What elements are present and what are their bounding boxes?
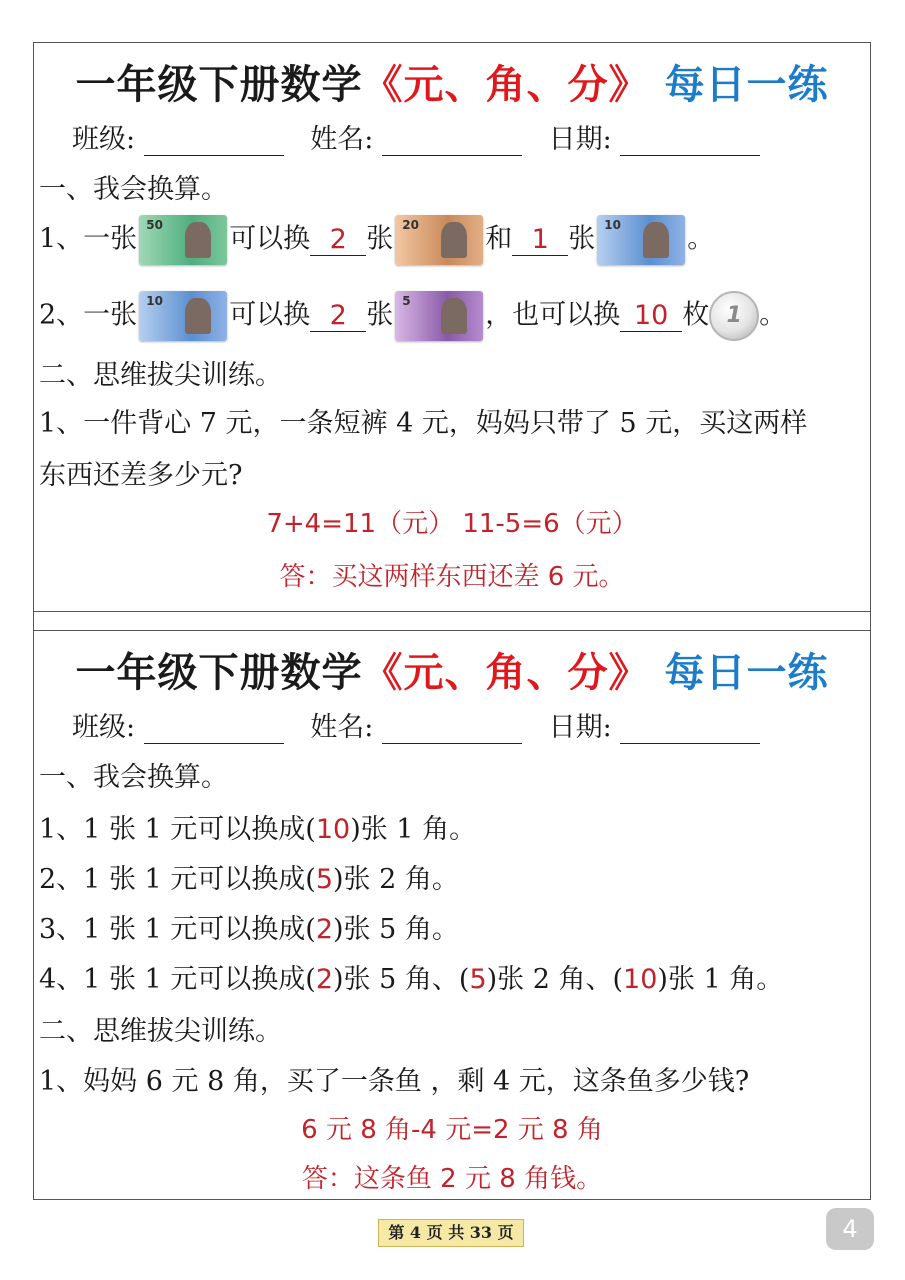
- solution-equation: 7+4=11（元） 11-5=6（元）: [266, 509, 638, 539]
- question-text: 2、1 张 1 元可以换成(: [39, 864, 316, 895]
- answer-value[interactable]: 2: [315, 964, 334, 995]
- question-text: )张 2 角。: [333, 864, 459, 895]
- question-text: 。: [759, 299, 787, 331]
- conversion-question-1: [39, 807, 476, 846]
- question-text: )张 1 角。: [657, 964, 784, 995]
- class-field[interactable]: [144, 717, 284, 744]
- word-problem-line: 1、一件背心 7 元，一条短裤 4 元，妈妈只带了 5 元，买这两样: [39, 408, 808, 439]
- question-text: 2、一张: [39, 299, 138, 331]
- date-field[interactable]: [620, 129, 760, 156]
- banknote-value: 10: [146, 294, 163, 308]
- title-main: 一年级下册数学: [75, 650, 363, 696]
- question-text: 。: [687, 223, 715, 255]
- answer-blank[interactable]: 2: [310, 224, 366, 256]
- answer-blank[interactable]: 1: [512, 224, 568, 256]
- exchange-question-2: [39, 291, 786, 341]
- word-problem-line: 1、妈妈 6 元 8 角，买了一条鱼 ，剩 4 元，这条鱼多少钱?: [39, 1066, 750, 1097]
- section-heading: 一、我会换算。: [39, 762, 228, 793]
- title-main: 一年级下册数学: [75, 62, 363, 108]
- question-text: 4、1 张 1 元可以换成(: [39, 964, 316, 995]
- solution-answer: 答：买这两样东西还差 6 元。: [279, 562, 625, 592]
- class-field[interactable]: [144, 129, 284, 156]
- question-text: )张 5 角、(: [333, 964, 470, 995]
- title-topic: 《元、角、分》: [362, 650, 650, 696]
- worksheet-1: [33, 42, 871, 612]
- word-problem-line: 东西还差多少元?: [39, 460, 243, 491]
- banknote-10-image: [139, 291, 227, 341]
- answer-blank[interactable]: 2: [310, 300, 366, 332]
- question-text: 枚: [682, 299, 710, 331]
- answer-value[interactable]: 10: [623, 964, 658, 995]
- question-text: )张 2 角、(: [486, 964, 624, 995]
- banknote-20-image: [395, 215, 483, 265]
- conversion-question-3: [39, 907, 459, 946]
- class-label: 班级:: [72, 712, 136, 743]
- title-daily: 每日一练: [664, 650, 829, 696]
- section-heading: 一、我会换算。: [39, 174, 228, 205]
- question-text: 和: [485, 223, 513, 255]
- solution-equation: 6 元 8 角-4 元=2 元 8 角: [301, 1115, 603, 1145]
- banknote-value: 5: [402, 294, 411, 308]
- banknote-10-image: [597, 215, 685, 265]
- question-text: 可以换: [229, 299, 311, 331]
- student-info-row: [72, 117, 778, 156]
- question-text: 张: [366, 223, 394, 255]
- name-field[interactable]: [382, 129, 522, 156]
- answer-value[interactable]: 5: [469, 964, 487, 995]
- date-label: 日期:: [548, 712, 612, 743]
- banknote-value: 50: [146, 218, 163, 232]
- sheet-separator: [33, 612, 871, 630]
- class-label: 班级:: [72, 124, 136, 155]
- banknote-50-image: [139, 215, 227, 265]
- section-heading: 二、思维拔尖训练。: [39, 360, 282, 391]
- question-text: 1、一张: [39, 223, 138, 255]
- question-text: 张: [568, 223, 596, 255]
- question-text: 3、1 张 1 元可以换成(: [39, 914, 316, 945]
- name-label: 姓名:: [310, 712, 374, 743]
- title-daily: 每日一练: [664, 62, 829, 108]
- question-text: )张 5 角。: [333, 914, 459, 945]
- question-text: 张: [366, 299, 394, 331]
- title-topic: 《元、角、分》: [362, 62, 650, 108]
- student-info-row: [72, 705, 778, 744]
- conversion-question-4: [39, 957, 783, 996]
- date-label: 日期:: [548, 124, 612, 155]
- question-text: ，也可以换: [485, 299, 621, 331]
- answer-value[interactable]: 5: [315, 864, 334, 895]
- question-text: 可以换: [229, 223, 311, 255]
- solution-answer: 答：这条鱼 2 元 8 角钱。: [301, 1164, 603, 1194]
- worksheet-2: [33, 630, 871, 1200]
- date-field[interactable]: [620, 717, 760, 744]
- worksheet-title: [34, 641, 870, 698]
- page-number-badge[interactable]: 4: [826, 1208, 874, 1250]
- question-text: )张 1 角。: [350, 814, 477, 845]
- page-footer: 第 4 页 共 33 页: [378, 1219, 524, 1247]
- section-heading: 二、思维拔尖训练。: [39, 1016, 282, 1047]
- question-text: 1、1 张 1 元可以换成(: [39, 814, 316, 845]
- exchange-question-1: [39, 215, 714, 265]
- conversion-question-2: [39, 857, 459, 896]
- name-label: 姓名:: [310, 124, 374, 155]
- answer-blank[interactable]: 10: [620, 300, 682, 332]
- name-field[interactable]: [382, 717, 522, 744]
- answer-value[interactable]: 10: [315, 814, 351, 845]
- banknote-value: 20: [402, 218, 419, 232]
- answer-value[interactable]: 2: [315, 914, 334, 945]
- coin-1-yuan-image: 1: [709, 291, 759, 341]
- worksheet-title: [34, 53, 870, 110]
- banknote-5-image: [395, 291, 483, 341]
- banknote-value: 10: [604, 218, 621, 232]
